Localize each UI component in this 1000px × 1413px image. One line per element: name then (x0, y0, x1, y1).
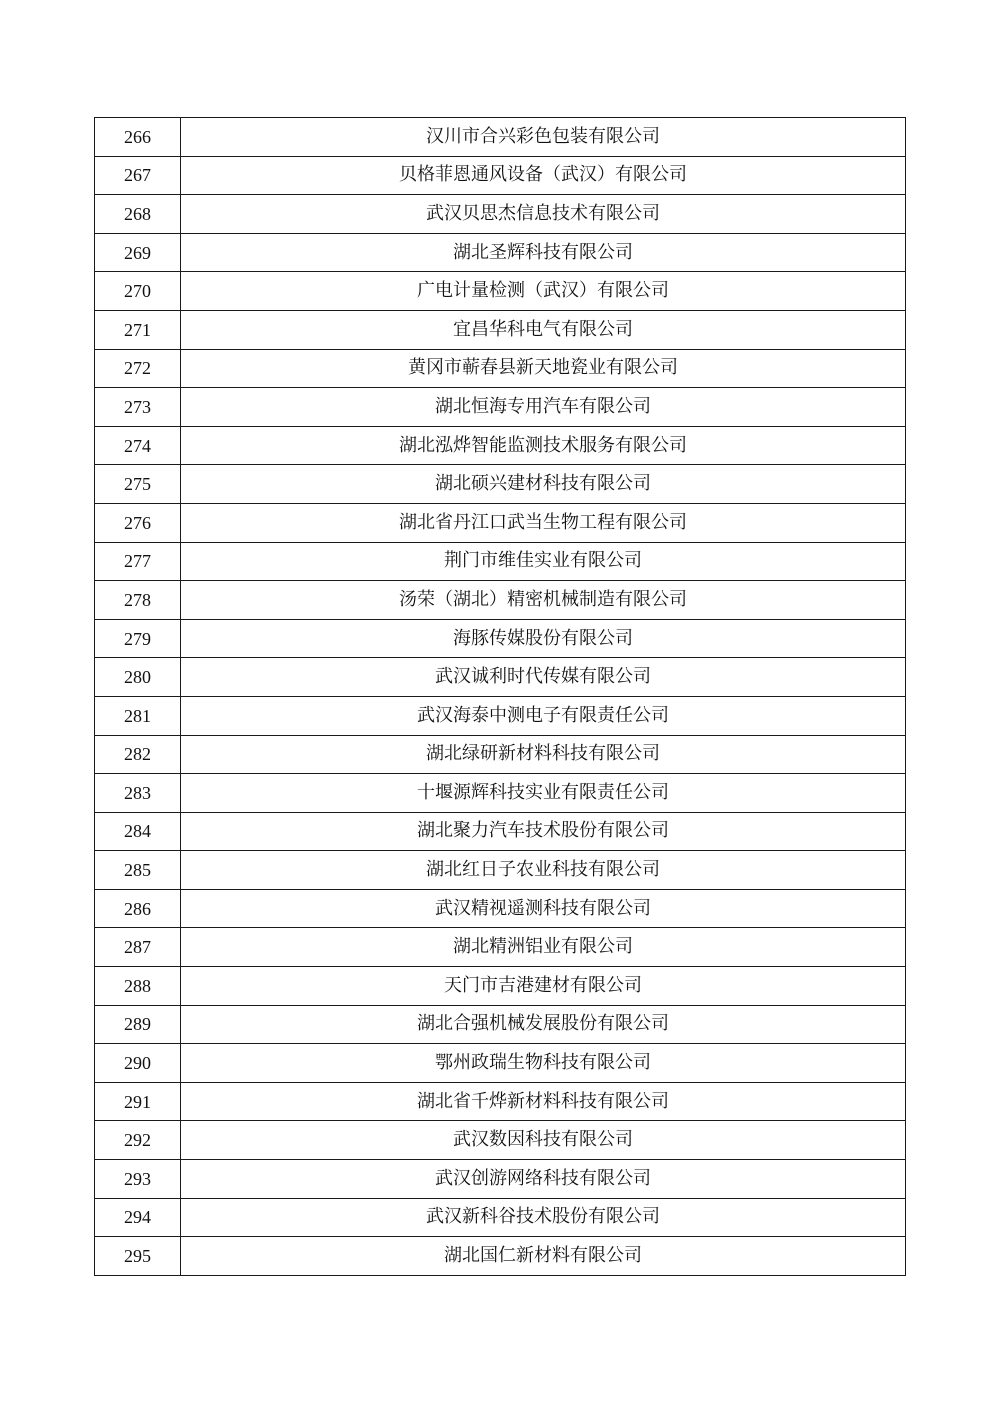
company-name: 汤荣（湖北）精密机械制造有限公司 (181, 581, 906, 620)
company-name: 湖北红日子农业科技有限公司 (181, 851, 906, 890)
row-number: 270 (95, 272, 181, 311)
company-name: 十堰源辉科技实业有限责任公司 (181, 774, 906, 813)
row-number: 290 (95, 1044, 181, 1083)
company-name: 湖北国仁新材料有限公司 (181, 1237, 906, 1276)
table-row (95, 388, 906, 427)
company-name: 宜昌华科电气有限公司 (181, 310, 906, 349)
company-name: 武汉诚利时代传媒有限公司 (181, 658, 906, 697)
table-row (95, 928, 906, 967)
company-name: 湖北省丹江口武当生物工程有限公司 (181, 503, 906, 542)
company-name: 湖北合强机械发展股份有限公司 (181, 1005, 906, 1044)
company-name: 武汉创游网络科技有限公司 (181, 1160, 906, 1199)
table-row (95, 1121, 906, 1160)
row-number: 282 (95, 735, 181, 774)
company-name: 荆门市维佳实业有限公司 (181, 542, 906, 581)
table-row (95, 349, 906, 388)
row-number: 286 (95, 889, 181, 928)
table-row (95, 310, 906, 349)
row-number: 267 (95, 156, 181, 195)
table-row (95, 581, 906, 620)
row-number: 275 (95, 465, 181, 504)
table-row (95, 1237, 906, 1276)
row-number: 279 (95, 619, 181, 658)
table-row (95, 1160, 906, 1199)
row-number: 268 (95, 195, 181, 234)
company-name: 天门市吉港建材有限公司 (181, 967, 906, 1006)
row-number: 277 (95, 542, 181, 581)
company-name: 湖北省千烨新材料科技有限公司 (181, 1082, 906, 1121)
company-list-body (95, 118, 906, 1276)
table-row (95, 967, 906, 1006)
table-row (95, 889, 906, 928)
row-number: 284 (95, 812, 181, 851)
company-name: 湖北泓烨智能监测技术服务有限公司 (181, 426, 906, 465)
company-name: 汉川市合兴彩色包装有限公司 (181, 118, 906, 157)
table-row (95, 658, 906, 697)
table-row (95, 851, 906, 890)
company-name: 贝格菲恩通风设备（武汉）有限公司 (181, 156, 906, 195)
row-number: 281 (95, 696, 181, 735)
company-name: 湖北绿研新材料科技有限公司 (181, 735, 906, 774)
table-row (95, 812, 906, 851)
row-number: 274 (95, 426, 181, 465)
company-name: 湖北硕兴建材科技有限公司 (181, 465, 906, 504)
table-row (95, 503, 906, 542)
table-row (95, 774, 906, 813)
table-row (95, 1198, 906, 1237)
row-number: 287 (95, 928, 181, 967)
table-row (95, 156, 906, 195)
table-row (95, 272, 906, 311)
table-row (95, 1044, 906, 1083)
company-list-page (94, 117, 905, 1276)
row-number: 283 (95, 774, 181, 813)
row-number: 288 (95, 967, 181, 1006)
table-row (95, 118, 906, 157)
table-row (95, 696, 906, 735)
company-list-table (94, 117, 906, 1276)
company-name: 湖北聚力汽车技术股份有限公司 (181, 812, 906, 851)
row-number: 276 (95, 503, 181, 542)
company-name: 武汉精视遥测科技有限公司 (181, 889, 906, 928)
row-number: 294 (95, 1198, 181, 1237)
row-number: 285 (95, 851, 181, 890)
row-number: 295 (95, 1237, 181, 1276)
company-name: 鄂州政瑞生物科技有限公司 (181, 1044, 906, 1083)
table-row (95, 619, 906, 658)
table-row (95, 1082, 906, 1121)
company-name: 武汉数因科技有限公司 (181, 1121, 906, 1160)
company-name: 武汉贝思杰信息技术有限公司 (181, 195, 906, 234)
company-name: 湖北圣辉科技有限公司 (181, 233, 906, 272)
row-number: 272 (95, 349, 181, 388)
table-row (95, 195, 906, 234)
row-number: 271 (95, 310, 181, 349)
table-row (95, 1005, 906, 1044)
row-number: 293 (95, 1160, 181, 1199)
row-number: 266 (95, 118, 181, 157)
company-name: 广电计量检测（武汉）有限公司 (181, 272, 906, 311)
row-number: 278 (95, 581, 181, 620)
row-number: 289 (95, 1005, 181, 1044)
company-name: 武汉海泰中测电子有限责任公司 (181, 696, 906, 735)
row-number: 269 (95, 233, 181, 272)
company-name: 武汉新科谷技术股份有限公司 (181, 1198, 906, 1237)
table-row (95, 735, 906, 774)
table-row (95, 542, 906, 581)
row-number: 292 (95, 1121, 181, 1160)
company-name: 湖北恒海专用汽车有限公司 (181, 388, 906, 427)
row-number: 280 (95, 658, 181, 697)
table-row (95, 465, 906, 504)
table-row (95, 233, 906, 272)
company-name: 湖北精洲铝业有限公司 (181, 928, 906, 967)
table-row (95, 426, 906, 465)
company-name: 黄冈市蕲春县新天地瓷业有限公司 (181, 349, 906, 388)
row-number: 291 (95, 1082, 181, 1121)
company-name: 海豚传媒股份有限公司 (181, 619, 906, 658)
row-number: 273 (95, 388, 181, 427)
